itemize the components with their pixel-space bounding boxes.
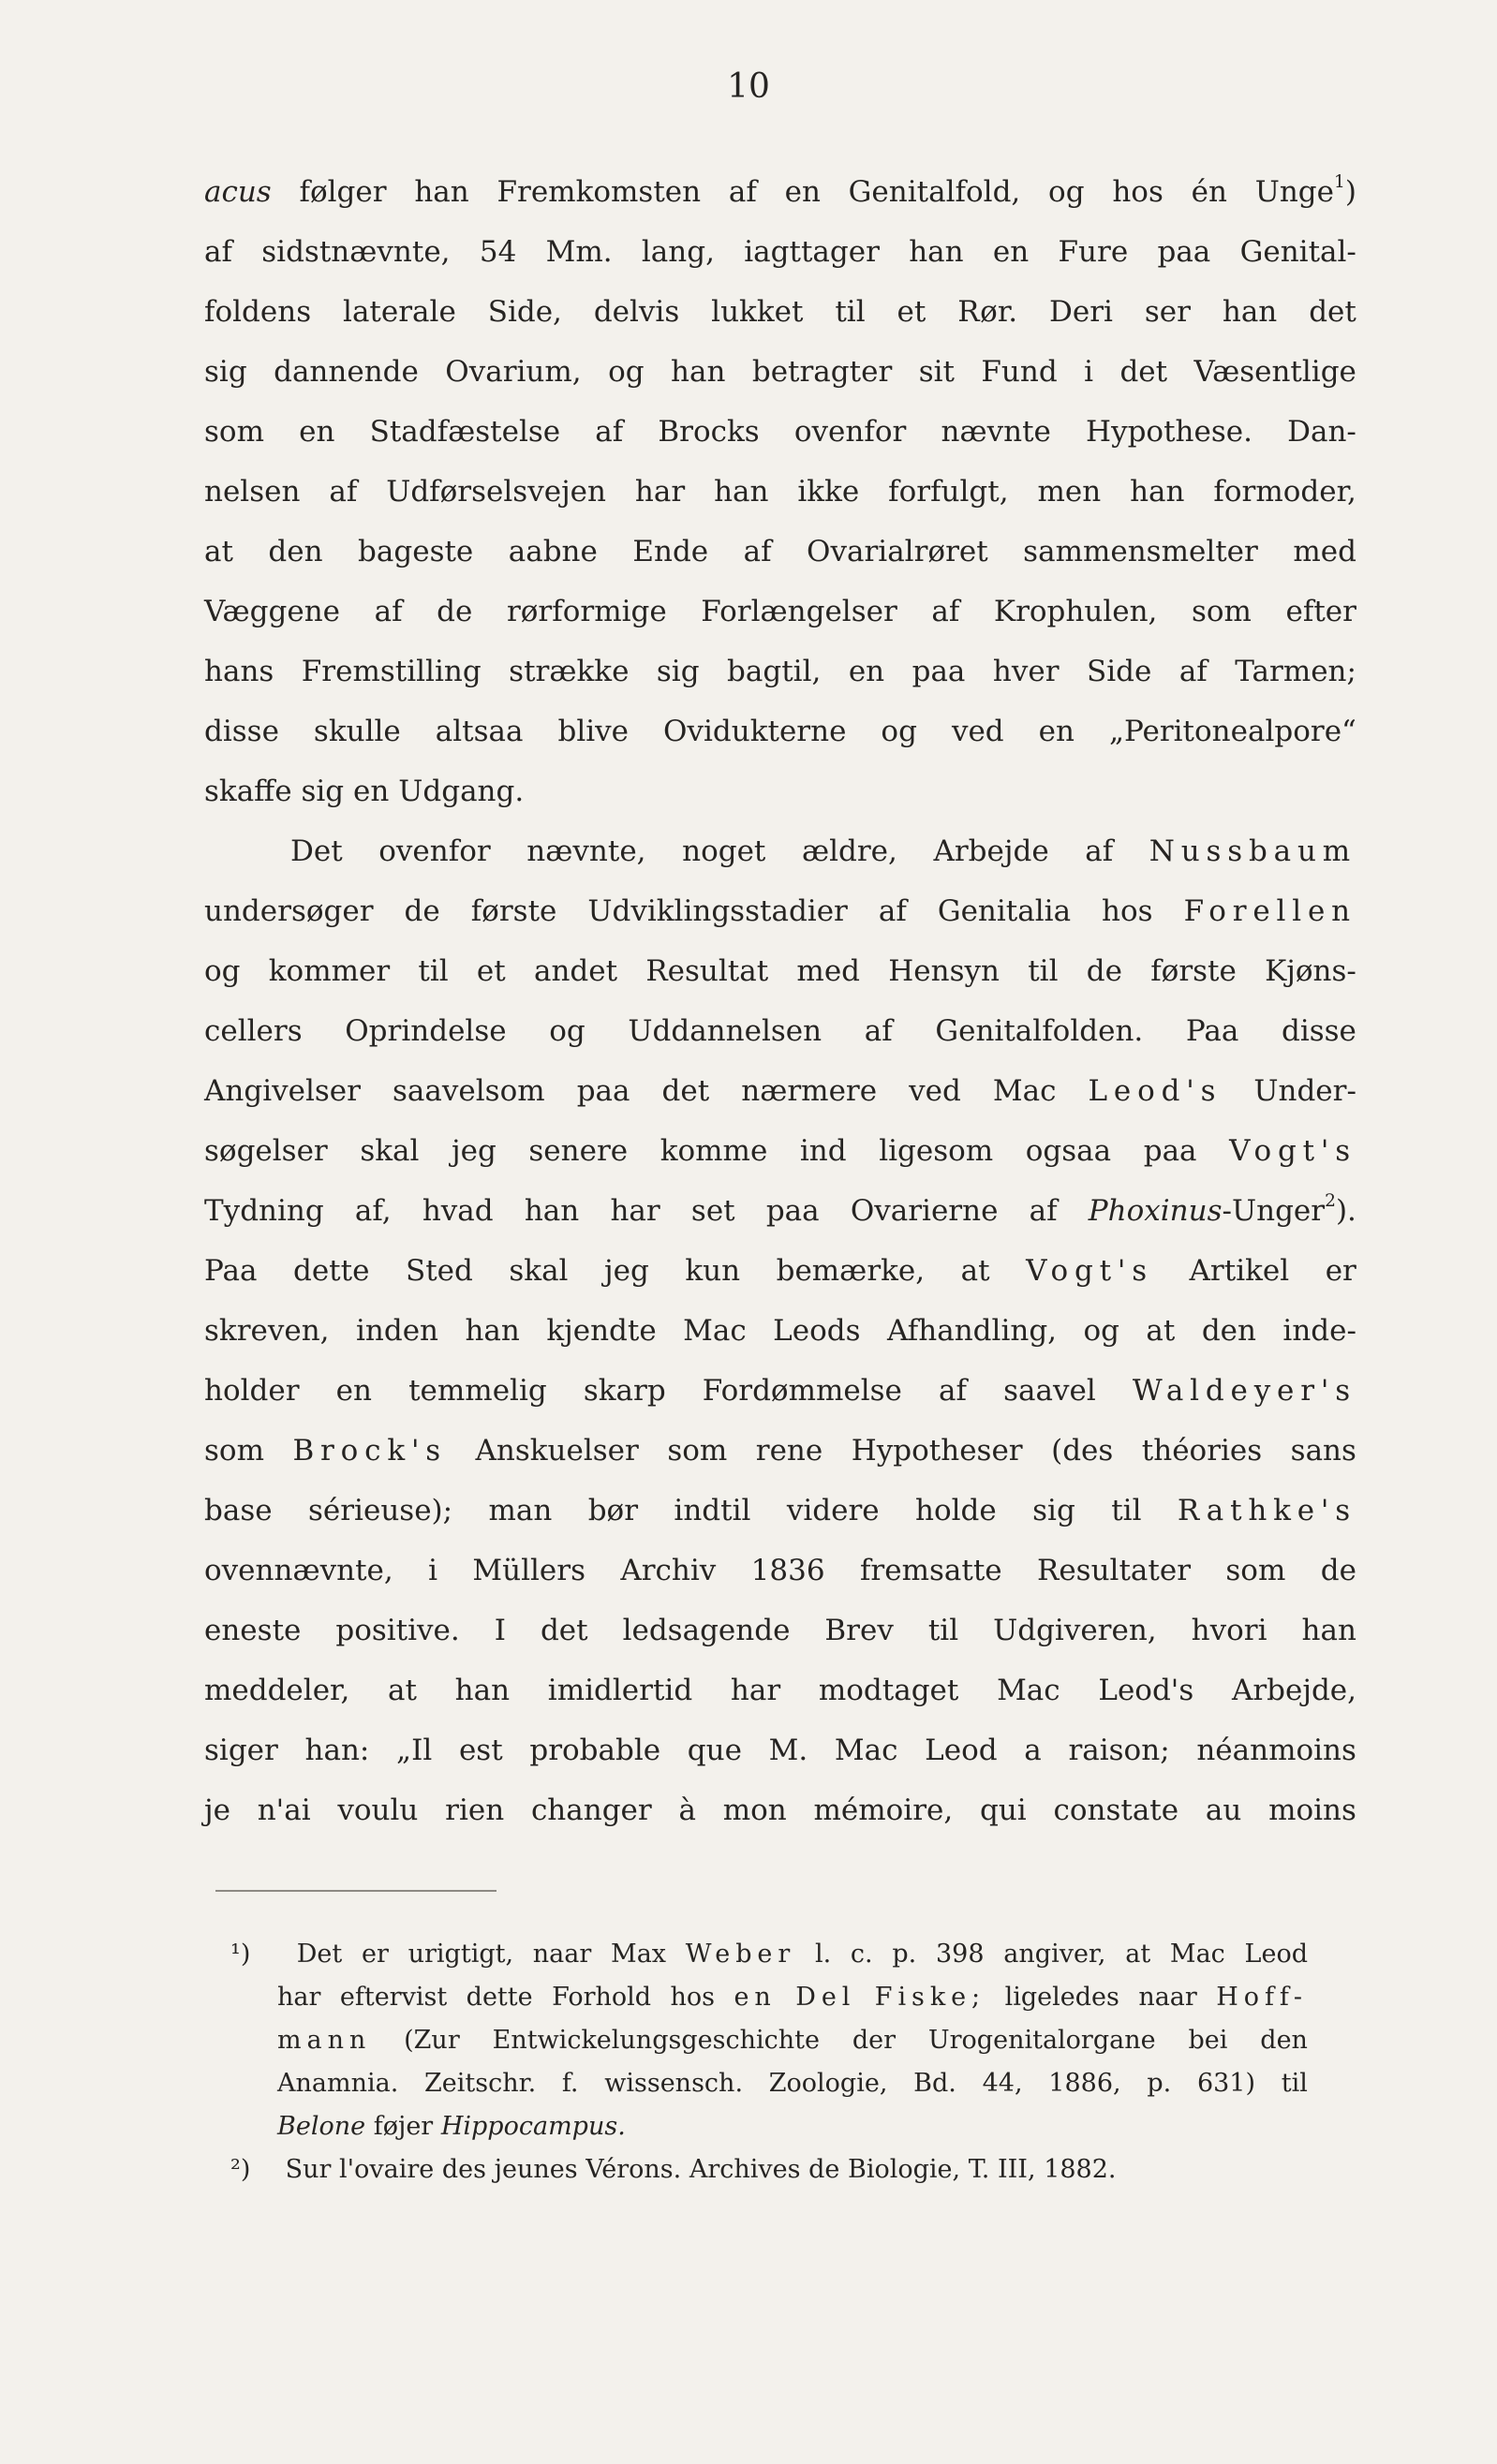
footnote-2: ²) Sur l'ovaire des jeunes Vérons. Archives de Biologie, T. III, 1882. <box>230 2148 1308 2191</box>
text-line: ovennævnte, i Müllers Archiv 1836 fremsatte Resultater som de <box>204 1554 1356 1587</box>
text-line: Væggene af de rørformige Forlængelser af Krophulen, som efter <box>204 595 1356 628</box>
text-line: skaffe sig en Udgang. <box>204 775 525 808</box>
text-line: disse skulle altsaa blive Ovidukterne og ved en „Peritonealpore“ <box>204 715 1356 748</box>
text-line: Paa dette Sted skal jeg kun bemærke, at Vogt's Artikel er <box>204 1254 1356 1288</box>
text-line: eneste positive. I det ledsagende Brev til Udgiveren, hvori han <box>204 1614 1356 1647</box>
text-line: som Brock's Anskuelser som rene Hypotheser (des théories sans <box>204 1434 1356 1468</box>
body-text <box>204 162 1356 1840</box>
text-line: søgelser skal jeg senere komme ind ligesom ogsaa paa Vogt's <box>204 1134 1356 1168</box>
footnote-1: ¹) Det er urigtigt, naar Max Weber l. c. p. 398 angiver, at Mac Leod <box>230 1933 1308 1976</box>
text-line: hans Fremstilling strække sig bagtil, en paa hver Side af Tarmen; <box>204 655 1356 688</box>
text-line: skreven, inden han kjendte Mac Leods Afhandling, og at den inde- <box>204 1314 1356 1348</box>
text-line: holder en temmelig skarp Fordømmelse af saavel Waldeyer's <box>204 1374 1356 1408</box>
footnote-line: har eftervist dette Forhold hos en Del Fiske; ligeledes naar Hoff- <box>277 1983 1308 2012</box>
text-line: Det ovenfor nævnte, noget ældre, Arbejde af Nussbaum <box>290 834 1356 868</box>
footnote-line: Anamnia. Zeitschr. f. wissensch. Zoologie, Bd. 44, 1886, p. 631) til <box>277 2069 1308 2098</box>
text-line: je n'ai voulu rien changer à mon mémoire, qui constate au moins <box>204 1793 1356 1827</box>
text-line: at den bageste aabne Ende af Ovarialrøret sammensmelter med <box>204 535 1356 568</box>
footnote-line: mann (Zur Entwickelungsgeschichte der Urogenitalorgane bei den <box>277 2026 1308 2055</box>
text-line: undersøger de første Udviklingsstadier af Genitalia hos Forellen <box>204 894 1356 928</box>
text-line: siger han: „Il est probable que M. Mac Leod a raison; néanmoins <box>204 1734 1356 1767</box>
text-line: acus følger han Fremkomsten af en Genitalfold, og hos én Unge$^1$) <box>204 172 1356 209</box>
text-line: og kommer til et andet Resultat med Hensyn til de første Kjøns- <box>204 954 1356 988</box>
footnote-marker: ²) <box>230 2155 251 2184</box>
footnotes <box>230 1933 1308 2191</box>
page-number: 10 <box>727 67 770 106</box>
text-line: af sidstnævnte, 54 Mm. lang, iagttager han en Fure paa Genital- <box>204 235 1356 269</box>
text-line: Angivelser saavelsom paa det nærmere ved Mac Leod's Under- <box>204 1074 1356 1108</box>
footnote-line: Belone føjer Hippocampus. <box>277 2112 626 2141</box>
text-line: meddeler, at han imidlertid har modtaget Mac Leod's Arbejde, <box>204 1674 1356 1707</box>
footnote-ref-2[interactable]: 2 <box>1325 1191 1336 1212</box>
text-line: base sérieuse); man bør indtil videre holde sig til Rathke's <box>204 1494 1356 1527</box>
footnote-divider <box>215 1890 497 1892</box>
text-line: Tydning af, hvad han har set paa Ovarierne af Phoxinus-Unger$^2$). <box>204 1191 1356 1228</box>
text-line: foldens laterale Side, delvis lukket til et Rør. Deri ser han det <box>204 295 1356 329</box>
footnote-marker: ¹) <box>230 1940 251 1969</box>
text-line: cellers Oprindelse og Uddannelsen af Genitalfolden. Paa disse <box>204 1014 1356 1048</box>
text-line: nelsen af Udførselsvejen har han ikke forfulgt, men han formoder, <box>204 475 1356 509</box>
text-line: sig dannende Ovarium, og han betragter sit Fund i det Væsentlige <box>204 355 1356 389</box>
text-line: som en Stadfæstelse af Brocks ovenfor nævnte Hypothese. Dan- <box>204 415 1356 449</box>
footnote-ref-1[interactable]: 1 <box>1333 172 1345 193</box>
